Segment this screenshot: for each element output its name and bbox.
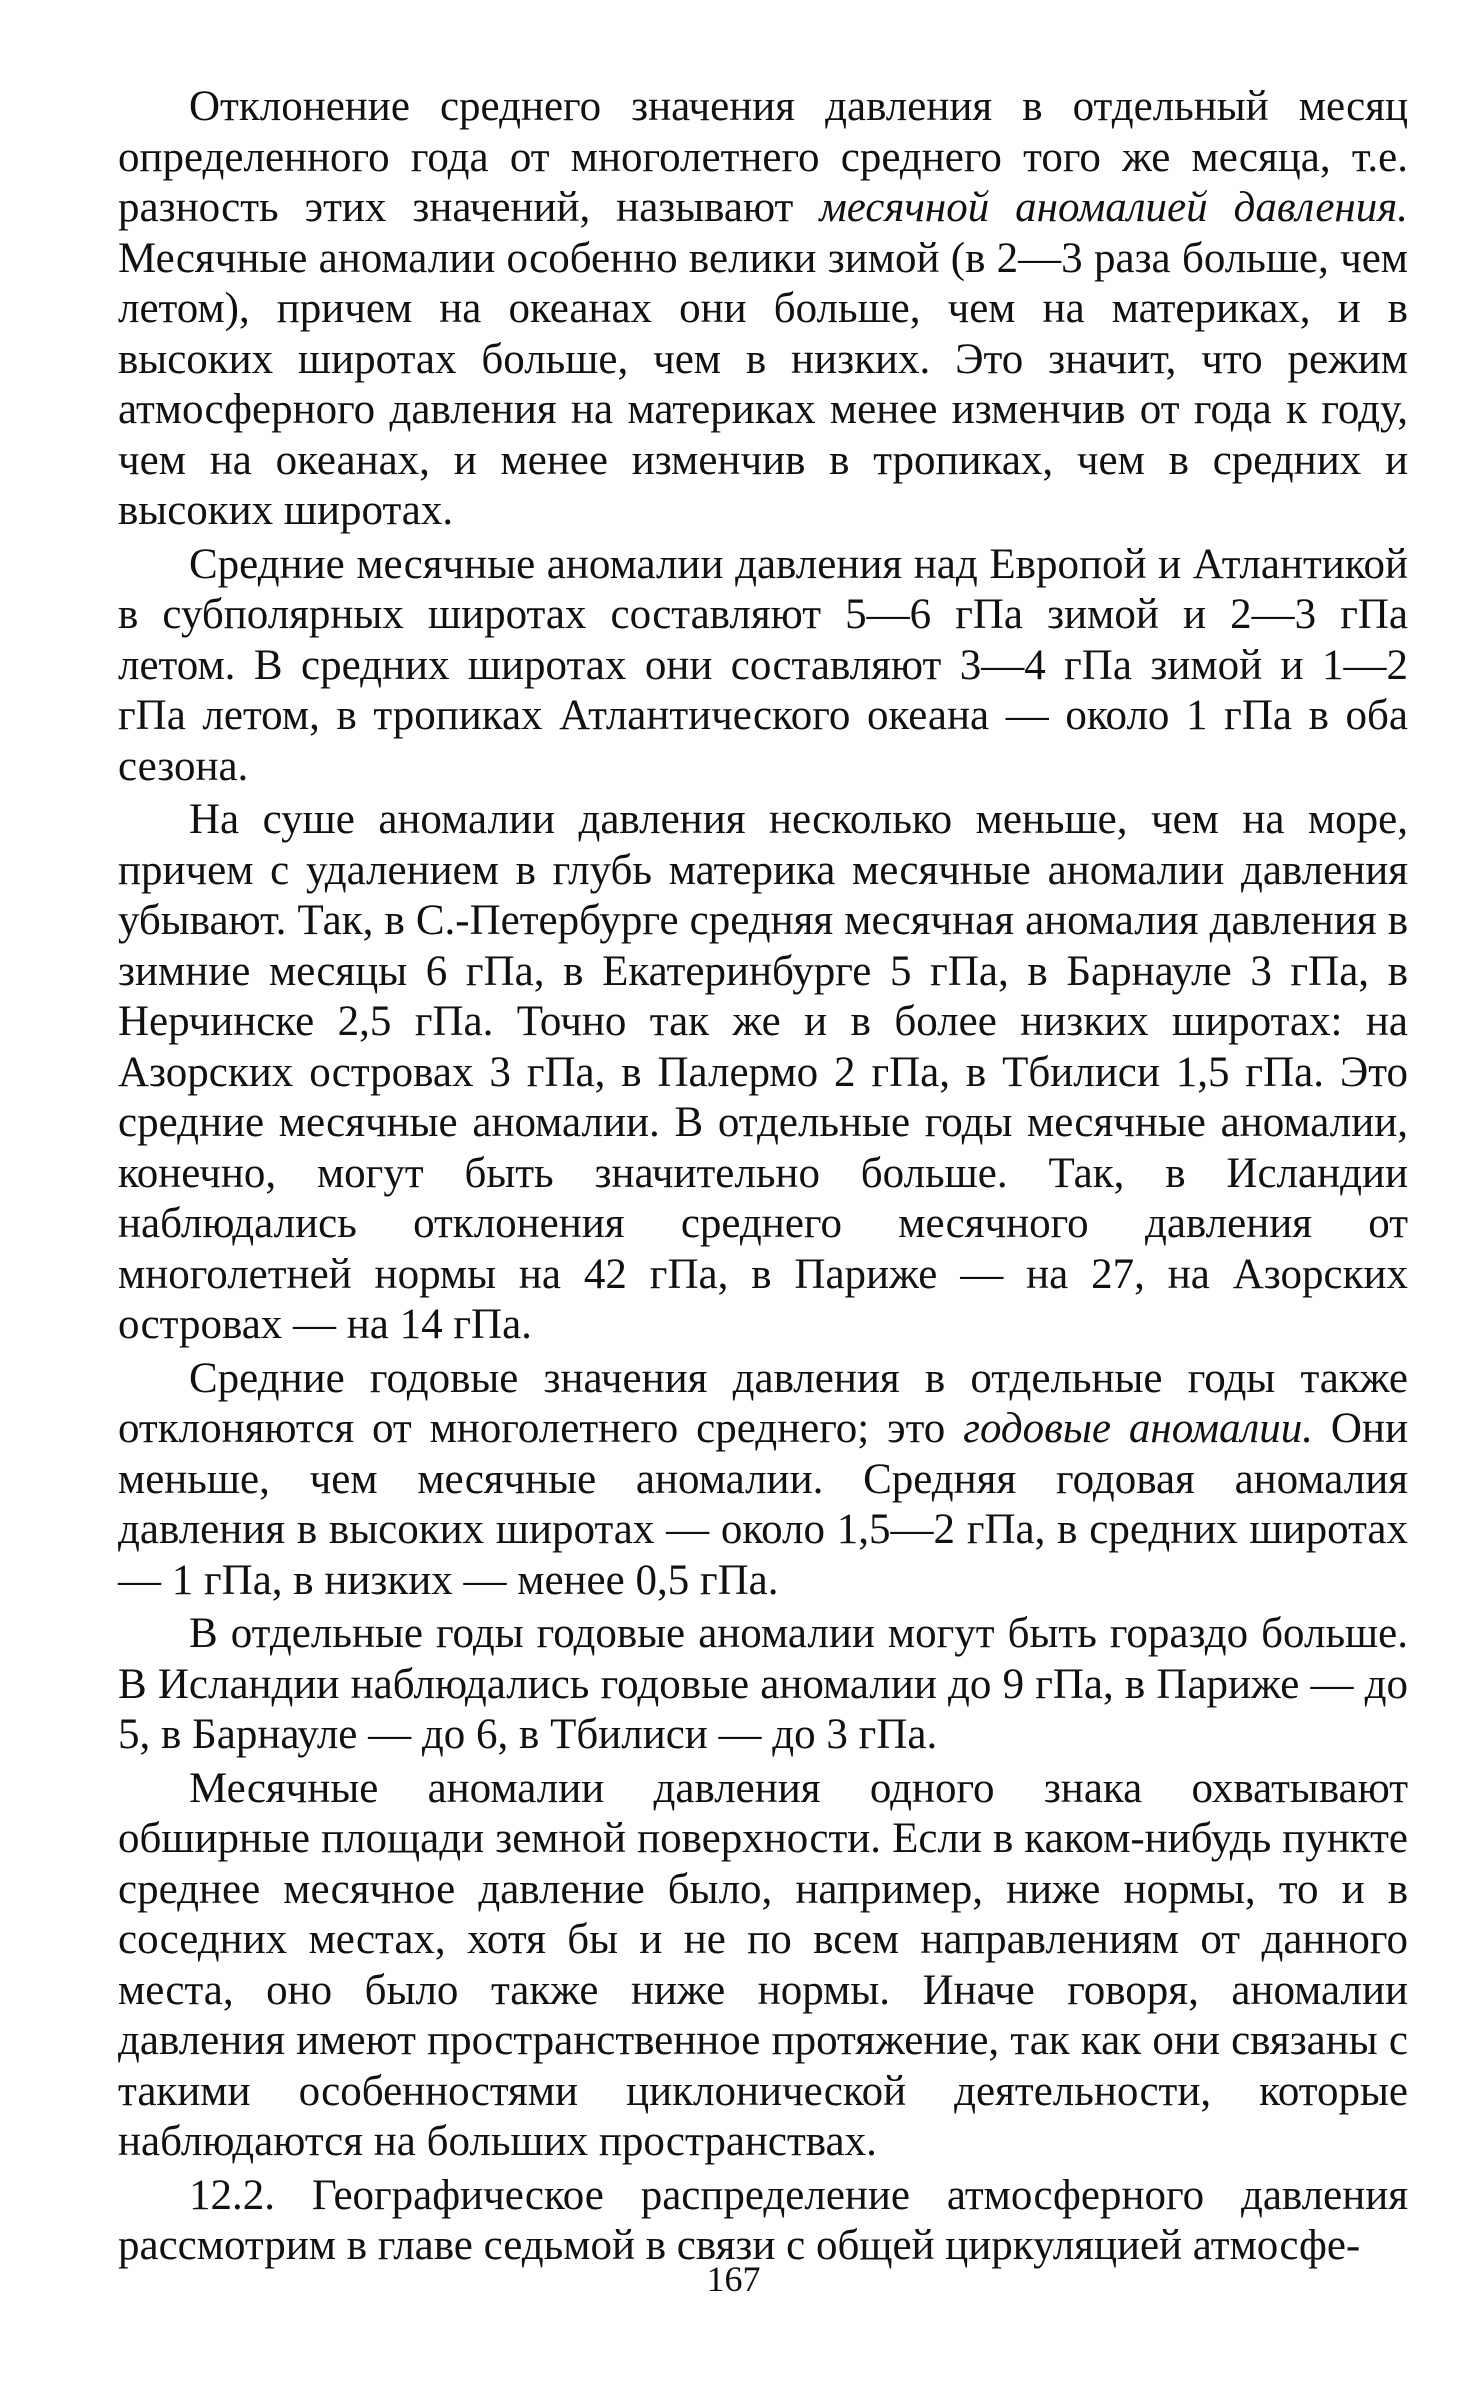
paragraph-section-12-2: 12.2. Географическое распределение атмосферного давления рассмотрим в главе седьмой в связи с общей циркуляцией атмосфе- bbox=[118, 2171, 1408, 2269]
term-monthly-pressure-anomaly: месячной аномалией давления. bbox=[819, 184, 1409, 231]
page-number: 167 bbox=[706, 2259, 761, 2299]
paragraph-4-text-before: Средние годовые значения давления в отдельные годы также отклоняются от многолетнего среднего; это bbox=[118, 1354, 1408, 1452]
page-body bbox=[118, 82, 1408, 2275]
paragraph-annual-anomaly-definition bbox=[118, 1354, 1408, 1607]
paragraph-spatial-extent: Месячные аномалии давления одного знака охватывают обширные площади земной поверхности. Если в каком-нибудь пункте среднее месячное давление было, например, ниже нормы, то и в соседних местах, хотя бы и не по всем направлениям от данного места, оно было также ниже нормы. Иначе говоря, аномалии давления имеют пространственное протяжение, так как они связаны с такими особенностями циклонической деятельности, которые наблюдаются на больших пространствах. bbox=[118, 1764, 1408, 2165]
paragraph-europe-atlantic-anomalies: Средние месячные аномалии давления над Европой и Атлантикой в субполярных широтах составляют 5—6 гПа зимой и 2—3 гПа летом. В средних широтах они составляют 3—4 гПа зимой и 1—2 гПа летом, в тропиках Атлантического океана — около 1 гПа в оба сезона. bbox=[118, 540, 1408, 790]
paragraph-annual-anomaly-extremes: В отдельные годы годовые аномалии могут быть гораздо больше. В Исландии наблюдались годовые аномалии до 9 гПа, в Париже — до 5, в Барнауле — до 6, в Тбилиси — до 3 гПа. bbox=[118, 1610, 1408, 1758]
paragraph-4-text-after: Они меньше, чем месячные аномалии. Средняя годовая аномалия давления в высоких широтах — около 1,5—2 гПа, в средних широтах — 1 гПа, в низких — менее 0,5 гПа. bbox=[118, 1405, 1408, 1604]
paragraph-1-text-before: Отклонение среднего значения давления в отдельный месяц определенного года от многолетнего среднего того же месяца, т.е. разность этих значений, называют bbox=[118, 83, 1408, 231]
term-annual-anomalies: годовые аномалии. bbox=[963, 1405, 1314, 1452]
paragraph-land-anomalies: На суше аномалии давления несколько меньше, чем на море, причем с удалением в глубь материка месячные аномалии давления убывают. Так, в С.-Петербурге средняя месячная аномалия давления в зимние месяцы 6 гПа, в Екатеринбурге 5 гПа, в Барнауле 3 гПа, в Нерчинске 2,5 гПа. Точно так же и в более низких широтах: на Азорских островах 3 гПа, в Палермо 2 гПа, в Тбилиси 1,5 гПа. Это средние месячные аномалии. В отдельные годы месячные аномалии, конечно, могут быть значительно больше. Так, в Исландии наблюдались отклонения среднего месячного давления от многолетней нормы на 42 гПа, в Париже — на 27, на Азорских островах — на 14 гПа. bbox=[118, 796, 1408, 1348]
paragraph-1-text-after: Месячные аномалии особенно велики зимой (в 2—3 раза больше, чем летом), причем на океанах они больше, чем на материках, и в высоких широтах больше, чем в низких. Это значит, что режим атмосферного давления на материках менее изменчив от года к году, чем на океанах, и менее изменчив в тропиках, чем в средних и высоких широтах. bbox=[118, 234, 1408, 534]
paragraph-monthly-anomaly-definition bbox=[118, 82, 1408, 537]
